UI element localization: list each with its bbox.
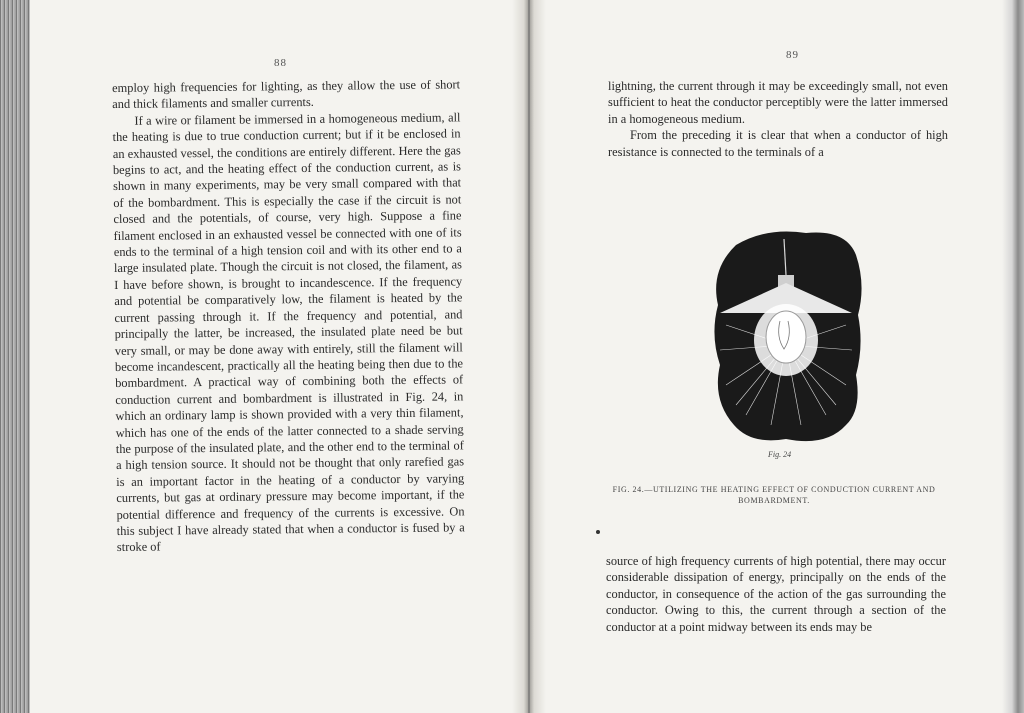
gutter-fold-line xyxy=(528,0,530,713)
left-binding-edge xyxy=(0,0,30,713)
left-paragraph-1: employ high frequencies for lighting, as they allow the use of short and thick filaments and smaller currents. xyxy=(112,77,461,112)
lamp-bulb xyxy=(766,311,806,363)
right-page-number: 89 xyxy=(786,49,799,61)
left-page-number: 88 xyxy=(274,57,287,69)
right-paragraph-3: source of high frequency currents of high potential, there may occur considerable dissipation of energy, principally on the ends of the conductor, in consequence of the action of the gas surrounding the conductor. Owing to this, the current through a section of the conductor at a point midway between its ends may be xyxy=(606,554,946,634)
ink-speck xyxy=(596,530,600,534)
lamp-figure-svg xyxy=(706,225,866,451)
lamp-illustration xyxy=(706,225,866,451)
right-page-bottom-text xyxy=(606,553,946,635)
right-page-top-text xyxy=(608,78,948,160)
figure-caption: FIG. 24.—UTILIZING THE HEATING EFFECT OF CONDUCTION CURRENT AND BOMBARDMENT. xyxy=(612,485,936,505)
left-page-text xyxy=(112,76,465,555)
left-page xyxy=(30,0,512,713)
right-page xyxy=(546,0,1002,713)
right-paragraph-1: lightning, the current through it may be exceedingly small, not even sufficient to heat the conductor perceptibly were the latter immersed in a homogeneous medium. xyxy=(608,79,948,126)
right-paragraph-2: From the preceding it is clear that when a conductor of high resistance is connected to the terminals of a xyxy=(608,128,948,159)
right-binding-edge xyxy=(1002,0,1024,713)
left-paragraph-2: If a wire or filament be immersed in a homogeneous medium, all the heating is due to true conduction current; but if it be enclosed in an exhausted vessel, the conditions are entirely different. Here the gas begins to act, and the heating effect of the conduction current, as is shown in many experiments, may be very small compared with that of the bombardment. This is especially the case if the circuit is not closed and the potentials, of course, very high. Suppose a fine filament enclosed in an exhausted vessel be connected with one of its ends to the terminal of a high tension coil and with its other end to a large insulated plate. Though the circuit is not closed, the filament, as I have before shown, is brought to incandescence. If the frequency and potential be comparatively low, the filament is heated by the current passing through it. If the frequency and potential, and principally the latter, be increased, the insulated plate need be but very small, or may be done away with entirely, still the filament will become incandescent, practically all the heating being then due to the bombardment. A practical way of combining both the effects of conduction current and bombardment is illustrated in Fig. 24, in which an ordinary lamp is shown provided with a very thin filament, which has one of the ends of the latter connected to a shade serving the purpose of the insulated plate, and the other end to the terminal of a high tension source. It should not be thought that only rarefied gas is an important factor in the heating of a conductor by varying currents, but gas at ordinary pressure may become important, if the potential difference and frequency of the currents is excessive. On this subject I have already stated that when a conductor is fused by a stroke of xyxy=(112,110,465,555)
figure-mark: Fig. 24 xyxy=(768,450,792,459)
